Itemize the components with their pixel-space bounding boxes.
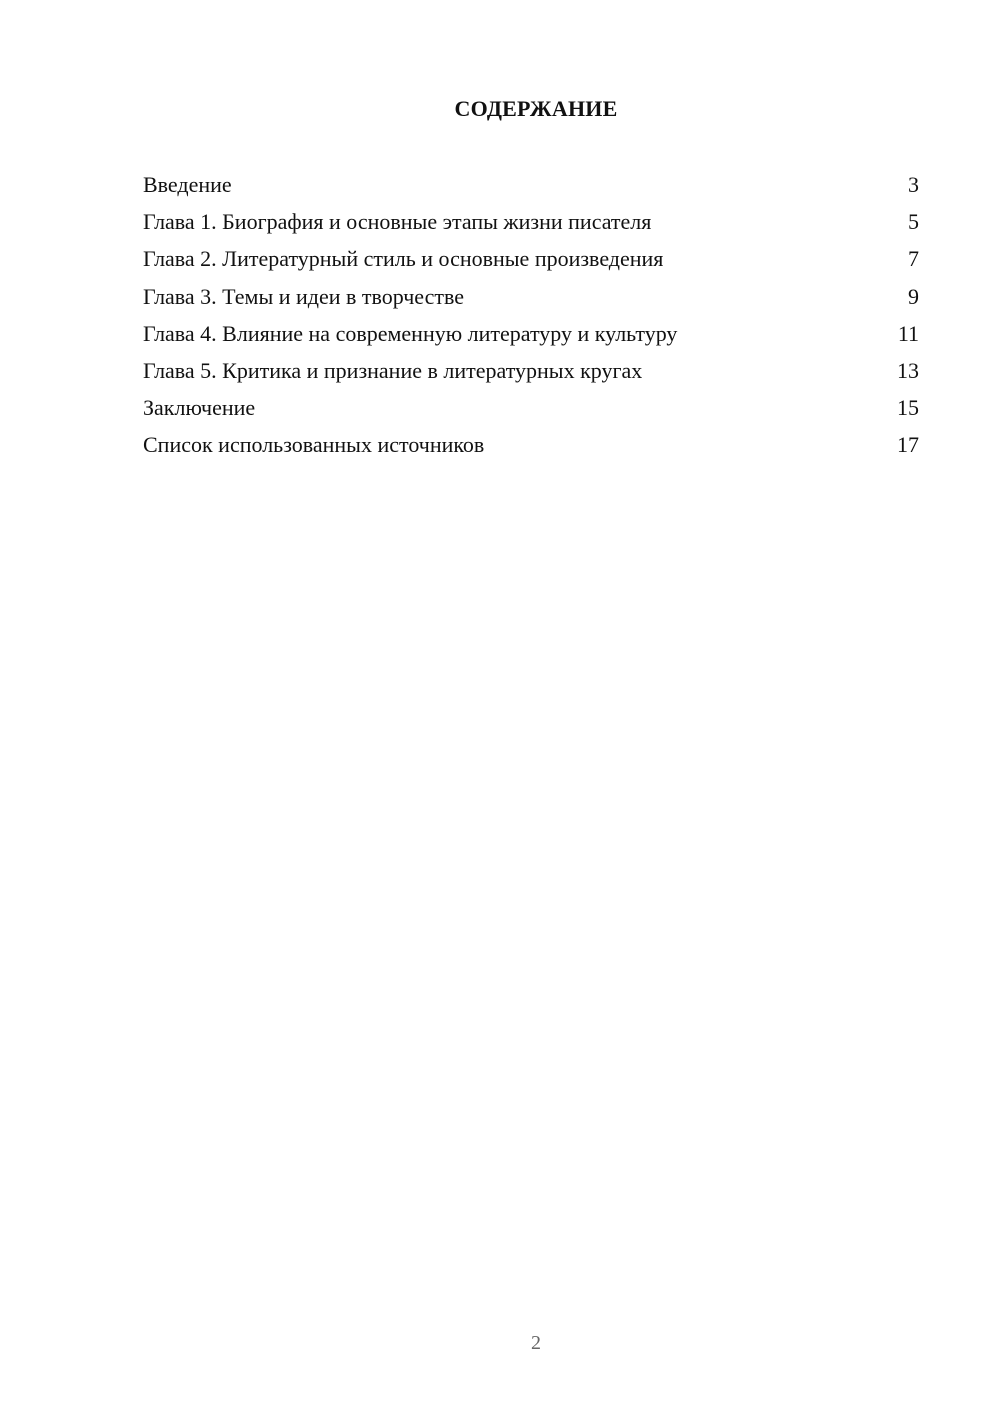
table-of-contents — [143, 168, 919, 466]
toc-entry-page: 13 — [897, 357, 919, 383]
toc-entry-page: 15 — [897, 395, 919, 421]
toc-entry-page: 7 — [908, 246, 919, 272]
toc-entry-page: 9 — [908, 283, 919, 309]
toc-entry-page: 11 — [897, 320, 919, 346]
toc-entry-title: Введение — [143, 172, 232, 197]
page-title: СОДЕРЖАНИЕ — [454, 96, 618, 121]
toc-entry-chapter-3 — [143, 280, 919, 317]
toc-entry-conclusion — [143, 391, 919, 428]
toc-entry-page: 5 — [908, 209, 919, 235]
toc-entry-introduction — [143, 168, 919, 205]
toc-entry-page: 3 — [908, 172, 919, 197]
toc-entry-references — [143, 428, 919, 465]
toc-entry-chapter-5 — [143, 354, 919, 391]
toc-entry-title: Список использованных источников — [143, 432, 485, 458]
toc-entry-title: Глава 4. Влияние на современную литературу и культуру — [143, 320, 678, 346]
toc-entry-title: Глава 3. Темы и идеи в творчестве — [143, 283, 464, 309]
toc-entry-title: Глава 1. Биография и основные этапы жизни писателя — [143, 209, 652, 235]
toc-entry-title: Заключение — [143, 395, 256, 421]
toc-entry-chapter-2 — [143, 242, 919, 279]
toc-entry-chapter-1 — [143, 205, 919, 242]
toc-entry-title: Глава 2. Литературный стиль и основные произведения — [143, 246, 664, 272]
toc-entry-chapter-4 — [143, 317, 919, 354]
toc-entry-page: 17 — [897, 432, 919, 458]
toc-entry-title: Глава 5. Критика и признание в литературных кругах — [143, 357, 643, 383]
page-number: 2 — [531, 1332, 541, 1354]
